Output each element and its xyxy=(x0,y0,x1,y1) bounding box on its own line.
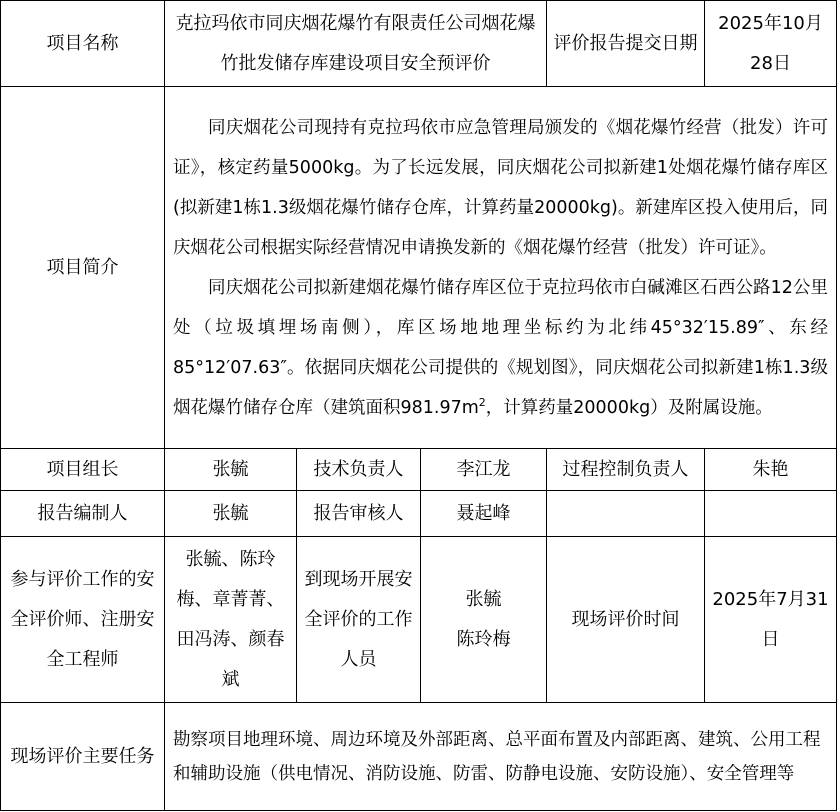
empty-cell xyxy=(547,491,705,537)
tech-lead-label: 技术负责人 xyxy=(297,449,421,491)
onsite-staff-label: 到现场开展安全评价的工作人员 xyxy=(297,537,421,703)
project-intro-label: 项目简介 xyxy=(1,87,165,449)
main-tasks-content: 勘察项目地理环境、周边环境及外部距离、总平面布置及内部距离、建筑、公用工程和辅助设施（供电情况、消防设施、防雷、防静电设施、安防设施）、安全管理等 xyxy=(165,703,837,811)
report-reviewer-label: 报告审核人 xyxy=(297,491,421,537)
main-tasks-row xyxy=(1,703,837,811)
participants-label: 参与评价工作的安全评价师、注册安全工程师 xyxy=(1,537,165,703)
intro-paragraph-1: 同庆烟花公司现持有克拉玛依市应急管理局颁发的《烟花爆竹经营（批发）许可证》，核定药量5000kg。为了长远发展，同庆烟花公司拟新建1处烟花爆竹储存库区(拟新建1栋1.3级烟花爆竹储存仓库，计算药量20000kg)。新建库区投入使用后，同庆烟花公司根据实际经营情况申请换发新的《烟花爆竹经营（批发）许可证》。 xyxy=(173,117,828,258)
participants-row xyxy=(1,537,837,703)
project-name-row xyxy=(1,1,837,87)
submit-date-value: 2025年10月28日 xyxy=(705,1,837,87)
report-editor-row xyxy=(1,491,837,537)
participants-names: 张毓、陈玲梅、章菁菁、田冯涛、颜春斌 xyxy=(165,537,297,703)
tech-lead-value: 李江龙 xyxy=(421,449,547,491)
project-intro-row xyxy=(1,87,837,449)
main-tasks-label: 现场评价主要任务 xyxy=(1,703,165,811)
empty-cell xyxy=(705,491,837,537)
process-control-label: 过程控制负责人 xyxy=(547,449,705,491)
project-leader-value: 张毓 xyxy=(165,449,297,491)
project-name-label: 项目名称 xyxy=(1,1,165,87)
project-leader-label: 项目组长 xyxy=(1,449,165,491)
project-leader-row xyxy=(1,449,837,491)
project-intro-content xyxy=(165,87,837,449)
onsite-time-label: 现场评价时间 xyxy=(547,537,705,703)
submit-date-label: 评价报告提交日期 xyxy=(547,1,705,87)
report-reviewer-value: 聂起峰 xyxy=(421,491,547,537)
report-editor-label: 报告编制人 xyxy=(1,491,165,537)
onsite-staff-names: 张毓 陈玲梅 xyxy=(421,537,547,703)
project-name-value: 克拉玛依市同庆烟花爆竹有限责任公司烟花爆竹批发储存库建设项目安全预评价 xyxy=(165,1,547,87)
report-editor-value: 张毓 xyxy=(165,491,297,537)
process-control-value: 朱艳 xyxy=(705,449,837,491)
intro-paragraph-2: 同庆烟花公司拟新建烟花爆竹储存库区位于克拉玛依市白碱滩区石西公路12公里处（垃圾填埋场南侧），库区场地地理坐标约为北纬45°32′15.89″、东经85°12′07.63″。依据同庆烟花公司提供的《规划图》，同庆烟花公司拟新建1栋1.3级烟花爆竹储存仓库（建筑面积$981.97m^2$，计算药量20000kg）及附属设施。 xyxy=(173,277,828,418)
onsite-time-value: 2025年7月31日 xyxy=(705,537,837,703)
